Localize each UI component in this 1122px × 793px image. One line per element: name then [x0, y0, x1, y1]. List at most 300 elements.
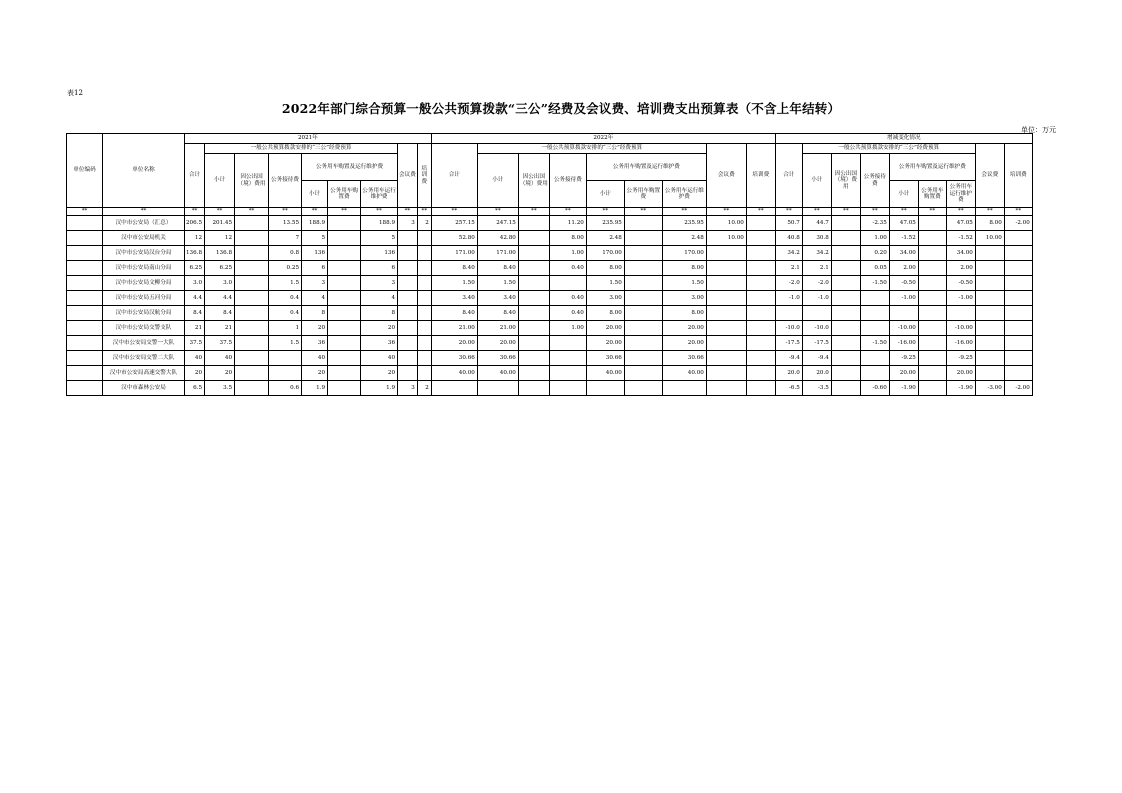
value-cell — [328, 276, 361, 291]
unit-code-cell — [67, 321, 103, 336]
value-cell — [831, 216, 860, 231]
value-cell: 12 — [185, 231, 205, 246]
value-cell: 34.2 — [802, 246, 831, 261]
table-row — [67, 306, 1033, 321]
col-total-2021: 合计 — [185, 144, 205, 208]
value-cell — [918, 261, 946, 276]
value-cell — [398, 261, 418, 276]
value-cell: 2 — [417, 216, 431, 231]
marker-cell: ** — [431, 208, 477, 216]
value-cell: 37.5 — [185, 336, 205, 351]
value-cell: 40.00 — [662, 366, 706, 381]
value-cell: -1.50 — [860, 276, 889, 291]
value-cell: -1.50 — [860, 336, 889, 351]
value-cell: -1.52 — [889, 231, 918, 246]
value-cell: 20.0 — [775, 366, 802, 381]
sangong-2021: 一般公共预算拨款安排的“三公”经费预算 — [205, 144, 398, 154]
value-cell: -0.60 — [860, 381, 889, 396]
value-cell: 40 — [302, 351, 328, 366]
value-cell: 20 — [361, 321, 398, 336]
value-cell: 21.00 — [477, 321, 518, 336]
marker-cell: ** — [549, 208, 586, 216]
header-row-2 — [67, 144, 1033, 154]
value-cell: 1.5 — [269, 336, 302, 351]
value-cell — [518, 276, 549, 291]
value-cell: 47.05 — [889, 216, 918, 231]
value-cell — [1004, 351, 1032, 366]
value-cell: 171.00 — [431, 246, 477, 261]
value-cell: 6.5 — [185, 381, 205, 396]
value-cell — [831, 231, 860, 246]
value-cell: 1.9 — [361, 381, 398, 396]
value-cell: 40.00 — [431, 366, 477, 381]
marker-cell: ** — [518, 208, 549, 216]
value-cell: 30.66 — [431, 351, 477, 366]
value-cell — [235, 291, 269, 306]
value-cell: 2 — [417, 381, 431, 396]
value-cell: 20.00 — [662, 321, 706, 336]
value-cell: 40 — [205, 351, 235, 366]
value-cell: 20.00 — [946, 366, 975, 381]
unit-name-cell: 汉中市公安局（汇总） — [103, 216, 185, 231]
value-cell: 1.50 — [662, 276, 706, 291]
unit-name-cell: 汉中市公安局交警二大队 — [103, 351, 185, 366]
value-cell: 188.9 — [361, 216, 398, 231]
value-cell — [889, 306, 918, 321]
value-cell — [746, 381, 775, 396]
unit-name-cell: 汉中市公安局交警支队 — [103, 321, 185, 336]
value-cell: 3.00 — [586, 291, 624, 306]
value-cell — [1004, 321, 1032, 336]
value-cell: 21 — [185, 321, 205, 336]
value-cell — [477, 381, 518, 396]
col-training-change: 培训费 — [1004, 144, 1032, 208]
value-cell — [328, 291, 361, 306]
value-cell: -3.5 — [802, 381, 831, 396]
value-cell: 0.8 — [269, 246, 302, 261]
value-cell: -17.5 — [775, 336, 802, 351]
value-cell: -10.0 — [775, 321, 802, 336]
value-cell: 34.00 — [889, 246, 918, 261]
value-cell: 0.40 — [549, 291, 586, 306]
value-cell — [328, 381, 361, 396]
value-cell: 8.00 — [662, 261, 706, 276]
marker-cell: ** — [205, 208, 235, 216]
value-cell — [518, 216, 549, 231]
value-cell — [706, 246, 746, 261]
value-cell — [918, 381, 946, 396]
table-row — [67, 381, 1033, 396]
unit-name-cell: 汉中市公安局汉航分局 — [103, 306, 185, 321]
marker-cell: ** — [746, 208, 775, 216]
value-cell: 7 — [269, 231, 302, 246]
value-cell: 42.80 — [477, 231, 518, 246]
unit-code-cell — [67, 276, 103, 291]
value-cell — [746, 216, 775, 231]
value-cell — [518, 381, 549, 396]
value-cell: 136 — [302, 246, 328, 261]
value-cell: 40.00 — [477, 366, 518, 381]
value-cell — [328, 216, 361, 231]
value-cell — [328, 306, 361, 321]
value-cell: 20.00 — [889, 366, 918, 381]
value-cell: 5 — [302, 231, 328, 246]
value-cell — [235, 246, 269, 261]
table-row — [67, 246, 1033, 261]
col-vehicle-run-change: 公务用车运行维护费 — [946, 181, 975, 208]
value-cell — [398, 321, 418, 336]
value-cell — [746, 246, 775, 261]
value-cell: 34.00 — [946, 246, 975, 261]
value-cell — [662, 381, 706, 396]
value-cell — [746, 336, 775, 351]
value-cell: 206.5 — [185, 216, 205, 231]
value-cell: 171.00 — [477, 246, 518, 261]
col-abroad-change: 因公出国（境）费用 — [831, 154, 860, 208]
marker-cell: ** — [361, 208, 398, 216]
value-cell — [746, 276, 775, 291]
value-cell — [1004, 246, 1032, 261]
value-cell — [831, 336, 860, 351]
marker-cell: ** — [662, 208, 706, 216]
table-tag: 表12 — [67, 89, 83, 97]
value-cell: 235.95 — [586, 216, 624, 231]
value-cell — [624, 321, 662, 336]
value-cell — [398, 276, 418, 291]
value-cell: 0.20 — [860, 246, 889, 261]
value-cell: 1.9 — [302, 381, 328, 396]
value-cell — [706, 261, 746, 276]
marker-cell: ** — [975, 208, 1004, 216]
group-2022: 2022年 — [431, 134, 775, 144]
value-cell: 0.4 — [269, 291, 302, 306]
value-cell: 20.00 — [662, 336, 706, 351]
value-cell: 34.2 — [775, 246, 802, 261]
value-cell: 10.00 — [975, 231, 1004, 246]
value-cell: 0.40 — [549, 306, 586, 321]
marker-cell: ** — [831, 208, 860, 216]
value-cell: 8.40 — [477, 261, 518, 276]
col-vehicle-run-2022: 公务用车运行维护费 — [662, 181, 706, 208]
value-cell: 8.40 — [477, 306, 518, 321]
value-cell — [975, 306, 1004, 321]
value-cell: -17.5 — [802, 336, 831, 351]
sangong-change: 一般公共预算拨款安排的“三公”经费预算 — [802, 144, 975, 154]
col-reception-change: 公务接待费 — [860, 154, 889, 208]
col-vehicle-sub-change: 小计 — [889, 181, 918, 208]
col-vehicle-buy-2021: 公务用车购置费 — [328, 181, 361, 208]
value-cell — [417, 351, 431, 366]
value-cell — [624, 231, 662, 246]
value-cell — [549, 276, 586, 291]
value-cell — [746, 261, 775, 276]
value-cell: 3.40 — [477, 291, 518, 306]
value-cell — [398, 231, 418, 246]
unit-name-cell: 汉中市公安局南山分局 — [103, 261, 185, 276]
value-cell — [624, 366, 662, 381]
col-unit-code: 单位编码 — [67, 134, 103, 208]
value-cell — [975, 261, 1004, 276]
value-cell: 8 — [302, 306, 328, 321]
value-cell — [918, 351, 946, 366]
value-cell — [706, 291, 746, 306]
value-cell: 20.00 — [586, 321, 624, 336]
col-total-change: 合计 — [775, 144, 802, 208]
value-cell: 136.8 — [205, 246, 235, 261]
col-vehicle-sub-2022: 小计 — [586, 181, 624, 208]
value-cell — [1004, 231, 1032, 246]
value-cell: 235.95 — [662, 216, 706, 231]
value-cell: 5 — [361, 231, 398, 246]
value-cell: -2.00 — [1004, 216, 1032, 231]
value-cell: 3.00 — [662, 291, 706, 306]
value-cell: 2.48 — [586, 231, 624, 246]
value-cell: 4 — [302, 291, 328, 306]
value-cell — [398, 336, 418, 351]
value-cell — [398, 246, 418, 261]
value-cell — [746, 306, 775, 321]
value-cell — [831, 246, 860, 261]
value-cell — [518, 231, 549, 246]
value-cell — [518, 336, 549, 351]
unit-label: 单位：万元 — [1021, 126, 1056, 134]
value-cell — [860, 291, 889, 306]
value-cell — [235, 231, 269, 246]
value-cell — [235, 381, 269, 396]
value-cell: 4.4 — [185, 291, 205, 306]
value-cell: 44.7 — [802, 216, 831, 231]
value-cell: 20 — [302, 321, 328, 336]
value-cell — [269, 366, 302, 381]
value-cell — [918, 231, 946, 246]
value-cell: 10.00 — [706, 216, 746, 231]
value-cell — [235, 216, 269, 231]
value-cell — [746, 321, 775, 336]
unit-code-cell — [67, 306, 103, 321]
value-cell — [549, 336, 586, 351]
col-meeting-2021: 会议费 — [398, 144, 418, 208]
marker-cell: ** — [235, 208, 269, 216]
value-cell: -6.5 — [775, 381, 802, 396]
value-cell: 21 — [205, 321, 235, 336]
value-cell: 6.25 — [185, 261, 205, 276]
vehicle-group-2021: 公务用车购置及运行维护费 — [302, 154, 398, 181]
value-cell: 8 — [361, 306, 398, 321]
value-cell — [831, 381, 860, 396]
value-cell: -2.35 — [860, 216, 889, 231]
marker-cell: ** — [398, 208, 418, 216]
value-cell — [417, 321, 431, 336]
vehicle-group-2022: 公务用车购置及运行维护费 — [586, 154, 706, 181]
col-meeting-2022: 会议费 — [706, 144, 746, 208]
value-cell: 40.8 — [775, 231, 802, 246]
value-cell — [802, 306, 831, 321]
value-cell — [624, 261, 662, 276]
value-cell: 3 — [361, 276, 398, 291]
value-cell: 30.66 — [662, 351, 706, 366]
value-cell — [328, 366, 361, 381]
value-cell: 30.66 — [586, 351, 624, 366]
value-cell: 170.00 — [586, 246, 624, 261]
unit-name-cell: 汉中市公安局交警一大队 — [103, 336, 185, 351]
value-cell: 188.9 — [302, 216, 328, 231]
value-cell: 1 — [269, 321, 302, 336]
value-cell — [235, 276, 269, 291]
value-cell — [398, 291, 418, 306]
value-cell — [518, 366, 549, 381]
value-cell: 8.00 — [549, 231, 586, 246]
marker-cell: ** — [417, 208, 431, 216]
value-cell — [831, 306, 860, 321]
value-cell — [860, 306, 889, 321]
value-cell: -10.00 — [946, 321, 975, 336]
value-cell — [518, 351, 549, 366]
value-cell: -16.00 — [946, 336, 975, 351]
value-cell: 20.00 — [431, 336, 477, 351]
value-cell — [624, 351, 662, 366]
value-cell — [918, 336, 946, 351]
unit-name-cell: 汉中市森林公安局 — [103, 381, 185, 396]
page-title: 2022年部门综合预算一般公共预算拨款“三公”经费及会议费、培训费支出预算表（不含上年结转） — [281, 101, 841, 116]
value-cell: -1.00 — [946, 291, 975, 306]
value-cell — [831, 321, 860, 336]
value-cell — [328, 231, 361, 246]
value-cell: 257.15 — [431, 216, 477, 231]
col-vehicle-buy-change: 公务用车购置费 — [918, 181, 946, 208]
value-cell — [946, 306, 975, 321]
value-cell — [775, 306, 802, 321]
value-cell: 20 — [361, 366, 398, 381]
value-cell: 40.00 — [586, 366, 624, 381]
marker-cell: ** — [918, 208, 946, 216]
value-cell — [417, 366, 431, 381]
value-cell: 6.25 — [205, 261, 235, 276]
marker-cell: ** — [706, 208, 746, 216]
unit-code-cell — [67, 291, 103, 306]
value-cell — [918, 291, 946, 306]
value-cell — [417, 231, 431, 246]
value-cell: 40 — [361, 351, 398, 366]
unit-name-cell: 汉中市公安局高速交警大队 — [103, 366, 185, 381]
value-cell — [328, 321, 361, 336]
value-cell — [624, 291, 662, 306]
value-cell — [1004, 306, 1032, 321]
marker-cell: ** — [269, 208, 302, 216]
col-subtotal-2022: 小计 — [477, 154, 518, 208]
value-cell: 0.4 — [269, 306, 302, 321]
value-cell: 8.40 — [431, 306, 477, 321]
value-cell: 36 — [361, 336, 398, 351]
value-cell — [417, 336, 431, 351]
value-cell: 1.5 — [269, 276, 302, 291]
value-cell: 3.5 — [205, 381, 235, 396]
value-cell — [518, 246, 549, 261]
value-cell — [975, 366, 1004, 381]
value-cell — [624, 381, 662, 396]
unit-code-cell — [67, 246, 103, 261]
value-cell: 52.80 — [431, 231, 477, 246]
value-cell — [518, 291, 549, 306]
value-cell — [706, 306, 746, 321]
value-cell: 4 — [361, 291, 398, 306]
value-cell — [975, 336, 1004, 351]
value-cell: 40 — [185, 351, 205, 366]
col-unit-name: 单位名称 — [103, 134, 185, 208]
sangong-2022: 一般公共预算拨款安排的“三公”经费预算 — [477, 144, 706, 154]
value-cell: 47.05 — [946, 216, 975, 231]
table-row — [67, 291, 1033, 306]
value-cell — [975, 291, 1004, 306]
value-cell: 20.00 — [477, 336, 518, 351]
value-cell — [975, 351, 1004, 366]
value-cell: 37.5 — [205, 336, 235, 351]
marker-cell: ** — [775, 208, 802, 216]
group-change: 增减变化情况 — [775, 134, 1032, 144]
value-cell: -9.25 — [946, 351, 975, 366]
value-cell: 4.4 — [205, 291, 235, 306]
value-cell — [746, 366, 775, 381]
value-cell — [398, 351, 418, 366]
value-cell — [518, 321, 549, 336]
value-cell: -2.0 — [802, 276, 831, 291]
value-cell — [549, 381, 586, 396]
value-cell: 2.1 — [775, 261, 802, 276]
marker-cell: ** — [67, 208, 103, 216]
value-cell: 0.40 — [549, 261, 586, 276]
value-cell — [746, 231, 775, 246]
value-cell: -1.00 — [889, 291, 918, 306]
marker-row — [67, 208, 1033, 216]
value-cell: 3.0 — [185, 276, 205, 291]
value-cell — [235, 351, 269, 366]
value-cell: 50.7 — [775, 216, 802, 231]
unit-name-cell: 汉中市公安局五河分局 — [103, 291, 185, 306]
col-vehicle-buy-2022: 公务用车购置费 — [624, 181, 662, 208]
value-cell: -1.90 — [946, 381, 975, 396]
value-cell — [706, 336, 746, 351]
value-cell — [398, 306, 418, 321]
value-cell: 8.00 — [662, 306, 706, 321]
col-subtotal-2021: 小计 — [205, 154, 235, 208]
value-cell: -1.0 — [775, 291, 802, 306]
value-cell — [706, 381, 746, 396]
value-cell: -0.50 — [889, 276, 918, 291]
value-cell — [235, 261, 269, 276]
value-cell — [1004, 261, 1032, 276]
value-cell: 2.48 — [662, 231, 706, 246]
value-cell — [706, 276, 746, 291]
value-cell: 1.50 — [586, 276, 624, 291]
unit-name-cell: 汉中市公安局文柳分局 — [103, 276, 185, 291]
value-cell — [624, 246, 662, 261]
col-vehicle-run-2021: 公务用车运行维护费 — [361, 181, 398, 208]
value-cell: 136 — [361, 246, 398, 261]
value-cell — [1004, 291, 1032, 306]
value-cell — [398, 366, 418, 381]
value-cell — [706, 321, 746, 336]
table-row — [67, 321, 1033, 336]
value-cell: 8.00 — [975, 216, 1004, 231]
value-cell — [235, 336, 269, 351]
value-cell: 13.55 — [269, 216, 302, 231]
value-cell: 8.40 — [431, 261, 477, 276]
unit-code-cell — [67, 261, 103, 276]
col-reception-2022: 公务接待费 — [549, 154, 586, 208]
table-row — [67, 231, 1033, 246]
value-cell: -3.00 — [975, 381, 1004, 396]
value-cell — [328, 351, 361, 366]
value-cell — [860, 351, 889, 366]
